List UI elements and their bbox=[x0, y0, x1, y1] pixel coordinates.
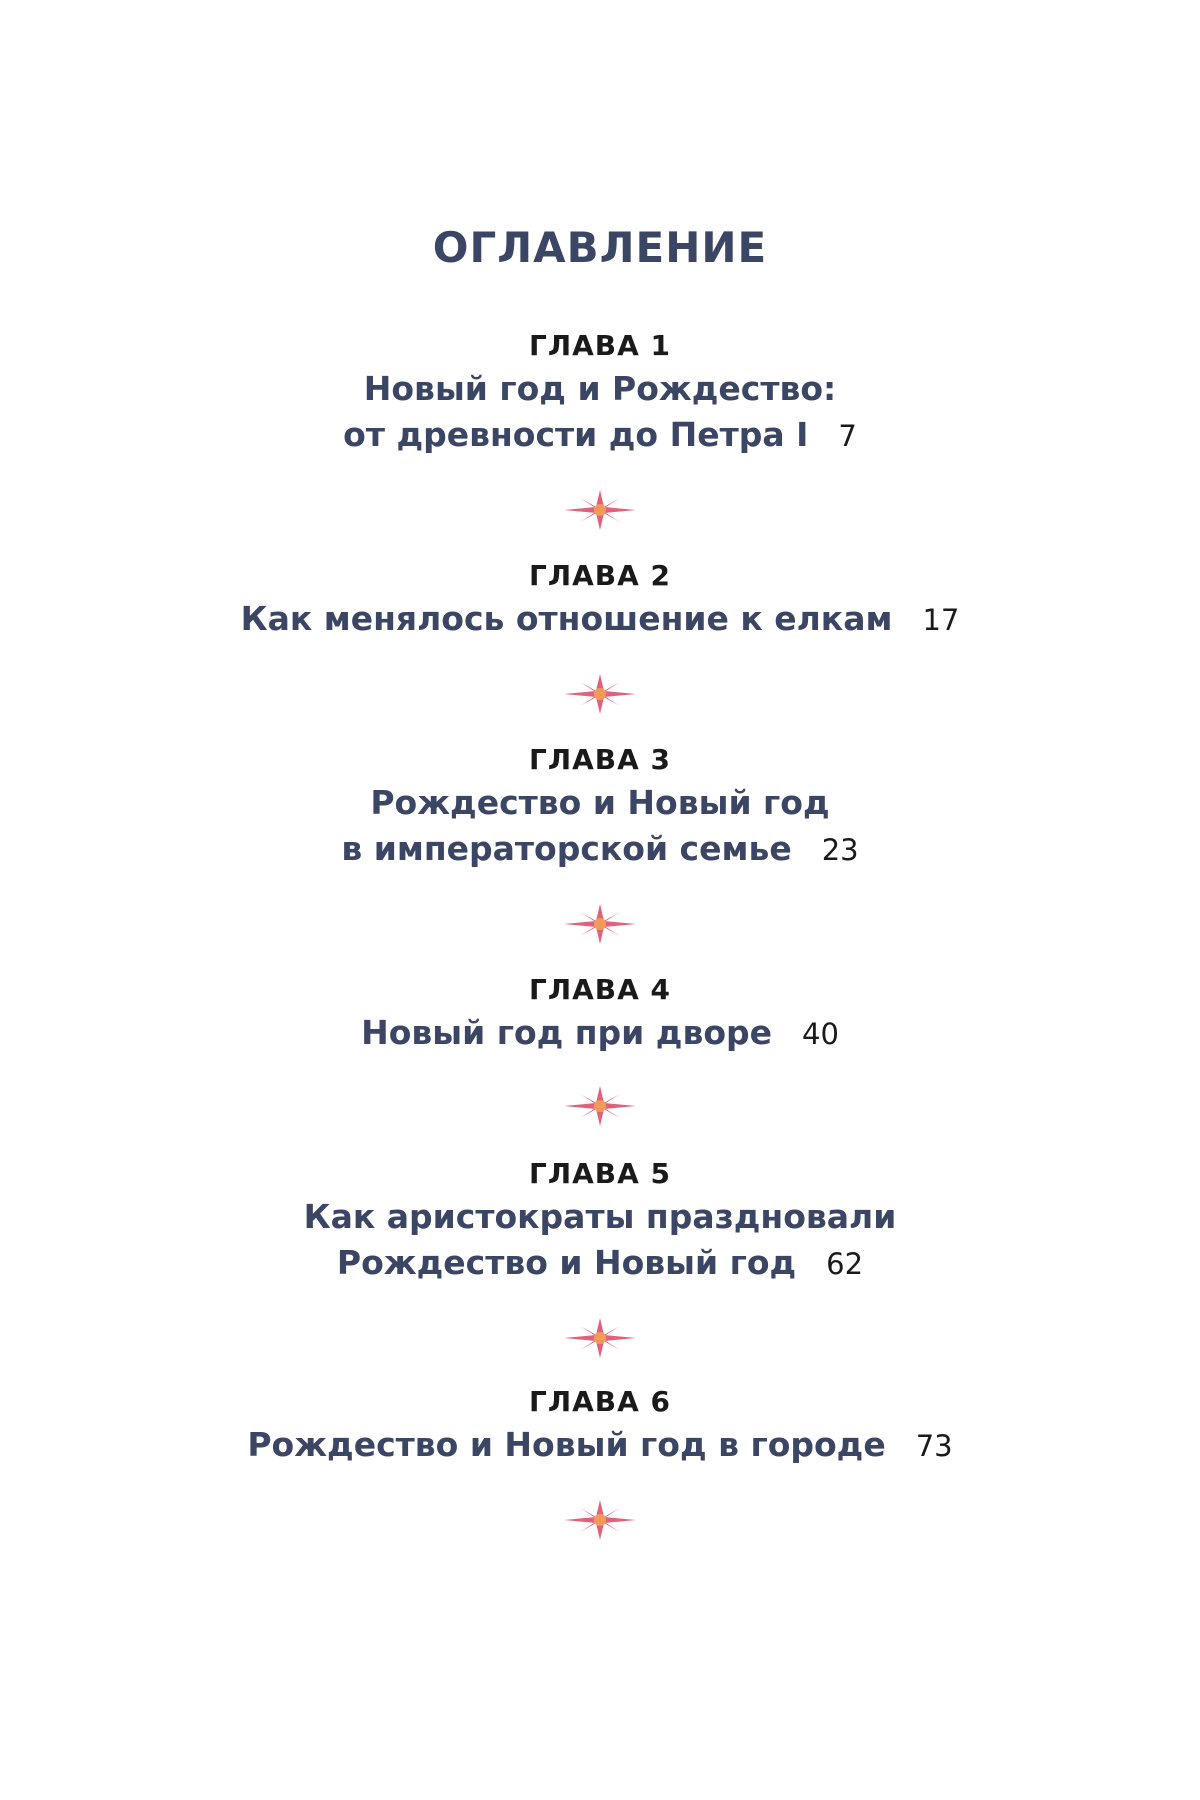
star-icon bbox=[560, 1496, 640, 1544]
chapter-title-line-2 bbox=[0, 1240, 1200, 1287]
toc-entry-chapter-6[interactable] bbox=[0, 1382, 1200, 1469]
page-title: ОГЛАВЛЕНИЕ bbox=[432, 223, 768, 272]
toc-entry-chapter-5[interactable] bbox=[0, 1154, 1200, 1287]
chapter-label: ГЛАВА 4 bbox=[528, 973, 671, 1006]
page-number: 23 bbox=[821, 833, 859, 867]
chapter-label: ГЛАВА 6 bbox=[528, 1385, 671, 1418]
page-number: 40 bbox=[802, 1017, 839, 1051]
chapter-title-line-2 bbox=[0, 826, 1200, 873]
chapter-label: ГЛАВА 3 bbox=[528, 743, 671, 776]
chapter-title-text: Рождество и Новый год bbox=[336, 1243, 797, 1282]
toc-entry-chapter-3[interactable] bbox=[0, 740, 1200, 873]
chapter-label: ГЛАВА 2 bbox=[528, 559, 671, 592]
toc-entry-chapter-1[interactable] bbox=[0, 326, 1200, 459]
chapter-title-text: в императорской семье bbox=[341, 829, 792, 868]
chapter-title-line-1 bbox=[0, 1422, 1200, 1469]
chapter-title-text: Новый год при дворе bbox=[361, 1013, 772, 1052]
page-number: 17 bbox=[922, 603, 960, 637]
toc-entry-chapter-4[interactable] bbox=[0, 970, 1200, 1057]
chapter-title-line-1 bbox=[0, 1010, 1200, 1057]
chapter-title-line-1: Рождество и Новый год bbox=[370, 783, 830, 822]
chapter-title-text: Рождество и Новый год в городе bbox=[247, 1425, 886, 1464]
page-number: 62 bbox=[826, 1247, 864, 1281]
chapter-title-line-2 bbox=[0, 412, 1200, 459]
toc-entry-chapter-2[interactable] bbox=[0, 556, 1200, 643]
chapter-label: ГЛАВА 1 bbox=[528, 329, 671, 362]
star-icon bbox=[560, 1314, 640, 1362]
page-number: 7 bbox=[838, 419, 857, 453]
page-number: 73 bbox=[915, 1429, 953, 1463]
star-icon bbox=[560, 486, 640, 534]
star-icon bbox=[560, 900, 640, 948]
star-icon bbox=[560, 1082, 640, 1130]
chapter-title-text: от древности до Петра I bbox=[343, 415, 809, 454]
chapter-title-line-1: Как аристократы праздновали bbox=[303, 1197, 897, 1236]
chapter-label: ГЛАВА 5 bbox=[528, 1157, 671, 1190]
chapter-title-text: Как менялось отношение к елкам bbox=[240, 599, 893, 638]
star-icon bbox=[560, 670, 640, 718]
chapter-title-line-1 bbox=[0, 596, 1200, 643]
chapter-title-line-1: Новый год и Рождество: bbox=[363, 369, 837, 408]
